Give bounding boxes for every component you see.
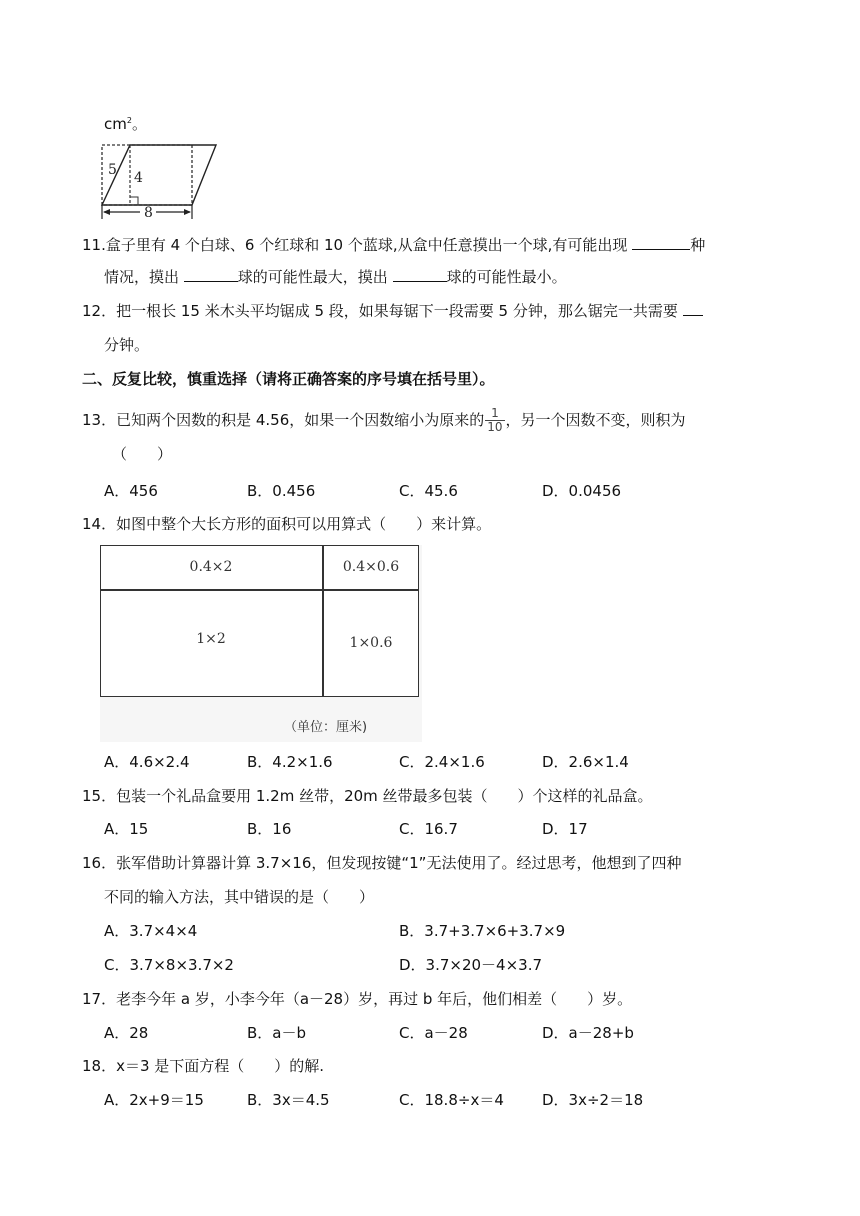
- q18-question: 18．x＝3 是下面方程（ ）的解.: [82, 1057, 325, 1075]
- section-2-title: 二、反复比较，慎重选择（请将正确答案的序号填在括号里）。: [82, 370, 495, 388]
- q18-option-c[interactable]: C．18.8÷x＝4: [399, 1091, 504, 1109]
- parallelogram-shape: [102, 145, 216, 205]
- q14-question: 14．如图中整个大长方形的面积可以用算式（ ）来计算。: [82, 515, 492, 533]
- q14-horizontal-divider: [100, 589, 419, 591]
- q14-unit-caption: （单位：厘米): [284, 720, 368, 735]
- q11-text-d: 球的可能性最大，摸出: [237, 268, 393, 286]
- area-unit: [104, 111, 147, 134]
- q17-option-a[interactable]: A．28: [104, 1024, 149, 1042]
- q14-cell-bottom-right: 1×0.6: [349, 635, 393, 651]
- q11-blank-1[interactable]: [632, 235, 690, 250]
- base-label: 8: [144, 205, 153, 220]
- q16-option-b[interactable]: B．3.7+3.7×6+3.7×9: [399, 922, 566, 940]
- q13-option-b[interactable]: B．0.456: [247, 482, 316, 500]
- q12-line2: 分钟。: [104, 336, 150, 354]
- q14-option-c[interactable]: C．2.4×1.6: [399, 753, 485, 771]
- q14-figure: [100, 545, 422, 742]
- q11-blank-2[interactable]: [184, 267, 238, 282]
- parallelogram-figure: [100, 142, 220, 220]
- q12-text-a: 12．把一根长 15 米木头平均锯成 5 段，如果每锯下一段需要 5 分钟，那么锯完一共需要: [82, 302, 683, 320]
- q13-line1: [82, 407, 686, 434]
- q15-option-d[interactable]: D．17: [542, 820, 588, 838]
- q14-option-b[interactable]: B．4.2×1.6: [247, 753, 333, 771]
- q15-question: 15．包装一个礼品盒要用 1.2m 丝带，20m 丝带最多包装（ ）个这样的礼品盒。: [82, 787, 653, 805]
- q17-option-d[interactable]: D．a－28+b: [542, 1024, 634, 1042]
- q12-line1: [82, 301, 703, 321]
- q11-line1: [82, 235, 705, 255]
- q14-option-a[interactable]: A．4.6×2.4: [104, 753, 190, 771]
- q16-option-a[interactable]: A．3.7×4×4: [104, 922, 198, 940]
- q13-option-a[interactable]: A．456: [104, 482, 158, 500]
- q16-line2: 不同的输入方法，其中错误的是（ ）: [104, 888, 375, 906]
- q11-text-c: 情况，摸出: [104, 268, 184, 286]
- q13-fraction: [485, 407, 504, 434]
- q13-answer-parens[interactable]: （ ）: [112, 445, 173, 463]
- fraction-denominator: 10: [487, 420, 503, 434]
- q15-option-c[interactable]: C．16.7: [399, 820, 458, 838]
- q15-option-b[interactable]: B．16: [247, 820, 292, 838]
- side-label: 5: [108, 162, 117, 178]
- q16-option-d[interactable]: D．3.7×20－4×3.7: [399, 956, 543, 974]
- q17-question: 17．老李今年 a 岁，小李今年（a－28）岁，再过 b 年后，他们相差（ ）岁。: [82, 990, 633, 1008]
- q11-text-b: 种: [690, 236, 706, 254]
- q14-cell-top-right: 0.4×0.6: [342, 559, 400, 575]
- q18-option-d[interactable]: D．3x÷2＝18: [542, 1091, 644, 1109]
- q13-text-b: ，另一个因数不变，则积为: [505, 411, 686, 429]
- height-label: 4: [134, 170, 143, 186]
- q13-text-a: 13．已知两个因数的积是 4.56，如果一个因数缩小为原来的: [82, 411, 485, 429]
- fraction-numerator: 1: [485, 407, 504, 421]
- q14-cell-top-left: 0.4×2: [189, 559, 233, 575]
- unit-superscript: 2: [126, 116, 132, 125]
- q13-option-d[interactable]: D．0.0456: [542, 482, 622, 500]
- unit-end: 。: [131, 115, 147, 133]
- q11-text-e: 球的可能性最小。: [446, 268, 567, 286]
- q16-option-c[interactable]: C．3.7×8×3.7×2: [104, 956, 234, 974]
- q12-blank[interactable]: [683, 301, 703, 316]
- q16-line1: 16．张军借助计算器计算 3.7×16，但发现按键“1”无法使用了。经过思考，他想到了四种: [82, 854, 682, 872]
- right-angle-mark: [130, 197, 138, 205]
- q14-option-d[interactable]: D．2.6×1.4: [542, 753, 629, 771]
- q11-text-a: 11.盒子里有 4 个白球、6 个红球和 10 个蓝球,从盒中任意摸出一个球,有可能出现: [82, 236, 633, 254]
- unit-text: cm: [104, 115, 127, 133]
- q11-blank-3[interactable]: [393, 267, 447, 282]
- q17-option-c[interactable]: C．a－28: [399, 1024, 468, 1042]
- q11-line2: [104, 267, 567, 287]
- q17-option-b[interactable]: B．a－b: [247, 1024, 307, 1042]
- q18-option-b[interactable]: B．3x＝4.5: [247, 1091, 330, 1109]
- q14-cell-bottom-left: 1×2: [196, 631, 226, 647]
- q18-option-a[interactable]: A．2x+9＝15: [104, 1091, 204, 1109]
- q15-option-a[interactable]: A．15: [104, 820, 149, 838]
- q13-option-c[interactable]: C．45.6: [399, 482, 458, 500]
